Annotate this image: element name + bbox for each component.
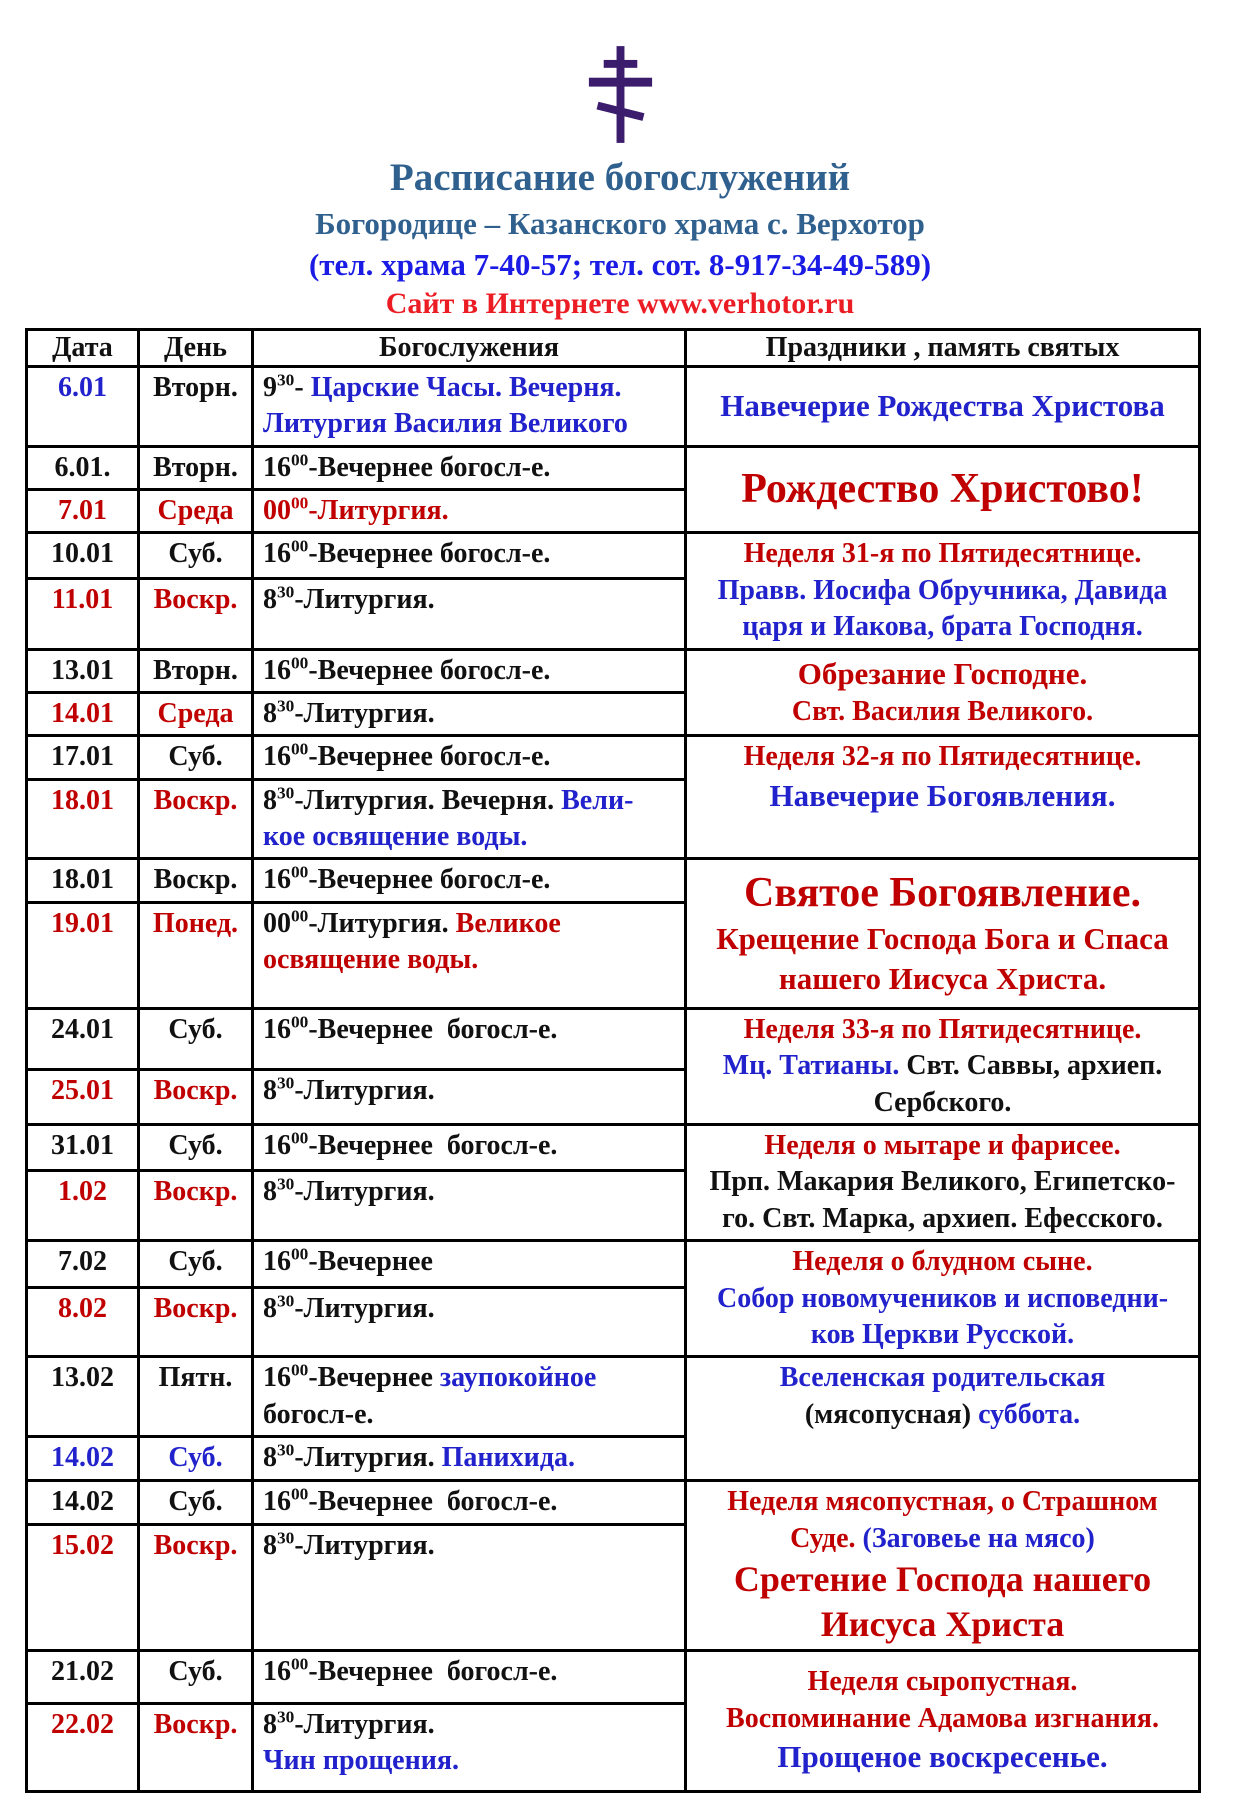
- day-value: Воскр.: [153, 864, 238, 896]
- text-segment: -Вечернее богосл-е.: [308, 451, 551, 483]
- day-value: Воскр.: [153, 584, 238, 616]
- holiday-cell: [686, 366, 1200, 446]
- text-segment: 16: [263, 654, 291, 686]
- text-segment: 16: [263, 741, 291, 773]
- text-segment: Навечерие Богоявления.: [769, 777, 1116, 813]
- text-segment: Сретение Господа нашего: [733, 1558, 1152, 1599]
- date-value: 14.02: [51, 1442, 114, 1474]
- text-segment: (Заговеье на мясо): [862, 1522, 1095, 1554]
- date-cell: [27, 1008, 139, 1069]
- text-segment: -Литургия.: [294, 697, 435, 729]
- holiday-cell: [686, 1125, 1200, 1241]
- date-value: 1.02: [58, 1176, 107, 1208]
- date-value: 13.02: [51, 1362, 114, 1394]
- day-cell: [139, 1703, 253, 1791]
- text-segment: го. Свт. Марка, архиеп. Ефесского.: [722, 1202, 1163, 1234]
- day-value: Воскр.: [153, 1708, 238, 1740]
- date-value: 10.01: [51, 538, 114, 570]
- holiday-line: [691, 959, 1194, 999]
- text-segment: кое освящение воды.: [263, 821, 528, 853]
- text-segment: Вселенская родительская: [779, 1362, 1106, 1394]
- date-value: 22.02: [51, 1708, 114, 1740]
- date-cell: [27, 446, 139, 489]
- text-segment: 00: [263, 494, 291, 526]
- text-segment: -Вечернее: [308, 1362, 440, 1394]
- holiday-line: [691, 1360, 1194, 1396]
- services-cell: [253, 859, 686, 902]
- schedule-table: [25, 328, 1201, 1793]
- text-segment: 8: [263, 1293, 277, 1325]
- text-segment: -Литургия.: [294, 1075, 435, 1107]
- holiday-line: [691, 1521, 1194, 1557]
- date-cell: [27, 859, 139, 902]
- day-cell: [139, 1650, 253, 1703]
- day-cell: [139, 1125, 253, 1171]
- text-segment: -Вечернее богосл-е.: [308, 864, 551, 896]
- text-segment: Неделя 32-я по Пятидесятнице.: [743, 741, 1142, 773]
- date-cell: [27, 692, 139, 735]
- text-segment: 8: [263, 1442, 277, 1474]
- holiday-line: [691, 1701, 1194, 1737]
- text-segment: -Литургия. Вечерня.: [294, 784, 562, 816]
- date-value: 25.01: [51, 1075, 114, 1107]
- text-segment: -: [294, 371, 311, 403]
- date-cell: [27, 1650, 139, 1703]
- date-value: 6.01: [58, 371, 107, 403]
- day-cell: [139, 779, 253, 859]
- day-value: Воскр.: [153, 784, 238, 816]
- holiday-cell: [686, 1357, 1200, 1481]
- orthodox-cross-icon: [0, 40, 1240, 152]
- table-row: [27, 1481, 1200, 1525]
- day-value: Вторн.: [153, 654, 238, 686]
- text-segment: освящение воды.: [263, 944, 479, 976]
- document-header: [0, 0, 1240, 322]
- day-value: Суб.: [168, 1655, 223, 1687]
- text-segment: -Литургия.: [294, 1708, 435, 1740]
- page-title: Расписание богослужений: [389, 156, 851, 199]
- text-segment: 16: [263, 1013, 291, 1045]
- text-segment: Воспоминание Адамова изгнания.: [726, 1702, 1159, 1734]
- text-segment: 00: [291, 1654, 309, 1674]
- holiday-cell: [686, 533, 1200, 649]
- holiday-line: [691, 1397, 1194, 1433]
- table-row: [27, 1241, 1200, 1288]
- text-segment: 8: [263, 1529, 277, 1561]
- text-segment: Панихида.: [441, 1442, 575, 1474]
- text-segment: 30: [277, 1707, 295, 1727]
- text-segment: суббота.: [978, 1398, 1081, 1430]
- text-segment: 00: [291, 1128, 309, 1148]
- holiday-cell: [686, 446, 1200, 533]
- table-row: [27, 1650, 1200, 1703]
- text-segment: 00: [291, 1244, 309, 1264]
- text-segment: Свт. Саввы, архиеп.: [899, 1050, 1163, 1082]
- date-cell: [27, 1703, 139, 1791]
- holiday-line: [691, 1317, 1194, 1353]
- text-segment: 8: [263, 784, 277, 816]
- date-value: 31.01: [51, 1130, 114, 1162]
- table-row: [27, 1357, 1200, 1437]
- text-segment: Великое: [455, 907, 561, 939]
- holiday-line: [691, 1201, 1194, 1237]
- day-cell: [139, 649, 253, 692]
- schedule-table-body: [27, 366, 1200, 1791]
- date-value: 18.01: [51, 864, 114, 896]
- text-segment: заупокойное: [439, 1362, 597, 1394]
- date-cell: [27, 1171, 139, 1241]
- text-segment: -Литургия.: [294, 1529, 435, 1561]
- text-segment: -Вечернее: [308, 1246, 433, 1278]
- text-segment: Иисуса Христа: [820, 1603, 1065, 1644]
- holiday-cell: [686, 859, 1200, 1008]
- holiday-cell: [686, 1650, 1200, 1791]
- holiday-cell: [686, 649, 1200, 736]
- text-segment: Неделя о блудном сыне.: [792, 1246, 1093, 1278]
- column-header-services: Богослужения: [253, 329, 686, 366]
- text-segment: нашего Иисуса Христа.: [778, 960, 1107, 996]
- text-segment: (мясопусная): [804, 1398, 979, 1430]
- holiday-line: [691, 1244, 1194, 1280]
- text-segment: 00: [291, 450, 309, 470]
- day-cell: [139, 446, 253, 489]
- text-segment: 00: [263, 907, 291, 939]
- day-cell: [139, 1070, 253, 1125]
- services-cell: [253, 1437, 686, 1481]
- services-cell: [253, 1481, 686, 1525]
- text-segment: Вели-: [561, 784, 634, 816]
- text-segment: Святое Богоявление.: [744, 870, 1141, 917]
- date-cell: [27, 1437, 139, 1481]
- holiday-line: [691, 1085, 1194, 1121]
- date-value: 19.01: [51, 907, 114, 939]
- text-segment: богосл-е.: [263, 1398, 374, 1430]
- day-value: Суб.: [168, 1013, 223, 1045]
- table-row: [27, 446, 1200, 489]
- text-segment: Неделя сыропустная.: [807, 1666, 1078, 1698]
- date-cell: [27, 736, 139, 779]
- phone-line: (тел. храма 7-40-57; тел. сот. 8-917-34-49-589): [308, 246, 932, 282]
- day-value: Вторн.: [153, 371, 238, 403]
- text-segment: -Вечернее богосл-е.: [308, 1013, 558, 1045]
- text-segment: 00: [291, 493, 309, 513]
- date-cell: [27, 1288, 139, 1357]
- text-segment: Прп. Макария Великого, Египетско-: [709, 1166, 1176, 1198]
- date-value: 13.01: [51, 654, 114, 686]
- text-segment: 8: [263, 1075, 277, 1107]
- text-segment: Собор новомучеников и исповедни-: [716, 1282, 1169, 1314]
- table-row: [27, 736, 1200, 779]
- date-value: 11.01: [51, 584, 114, 616]
- holiday-line: [691, 1048, 1194, 1084]
- text-segment: ков Церкви Русской.: [810, 1318, 1075, 1350]
- services-cell: [253, 902, 686, 1008]
- header-row: [27, 329, 1200, 366]
- text-segment: 00: [291, 1012, 309, 1032]
- date-value: 8.02: [58, 1293, 107, 1325]
- text-segment: Прощеное воскресенье.: [777, 1739, 1108, 1775]
- text-segment: 00: [291, 1484, 309, 1504]
- day-cell: [139, 1241, 253, 1288]
- text-segment: -Литургия.: [308, 907, 456, 939]
- text-segment: 30: [277, 370, 295, 390]
- day-value: Среда: [157, 494, 234, 526]
- text-segment: 9: [263, 371, 277, 403]
- text-segment: 16: [263, 538, 291, 570]
- text-segment: 8: [263, 584, 277, 616]
- text-segment: Чин прощения.: [263, 1745, 459, 1777]
- day-value: Суб.: [168, 1246, 223, 1278]
- text-segment: -Вечернее богосл-е.: [308, 1130, 558, 1162]
- holiday-line: [691, 694, 1194, 730]
- text-segment: -Литургия.: [308, 494, 449, 526]
- day-cell: [139, 579, 253, 649]
- day-cell: [139, 859, 253, 902]
- day-cell: [139, 1008, 253, 1069]
- text-segment: 30: [277, 1528, 295, 1548]
- text-segment: 30: [277, 783, 295, 803]
- date-value: 18.01: [51, 784, 114, 816]
- text-segment: 8: [263, 1176, 277, 1208]
- services-cell: [253, 1008, 686, 1069]
- website-line: Сайт в Интернете www.verhotor.ru: [385, 286, 855, 320]
- text-segment: 16: [263, 1486, 291, 1518]
- services-cell: [253, 736, 686, 779]
- holiday-line: [691, 1737, 1194, 1777]
- date-cell: [27, 649, 139, 692]
- column-header-day: День: [139, 329, 253, 366]
- services-cell: [253, 1650, 686, 1703]
- text-segment: -Литургия.: [294, 1293, 435, 1325]
- text-segment: -Вечернее богосл-е.: [308, 741, 551, 773]
- date-cell: [27, 489, 139, 532]
- date-cell: [27, 1241, 139, 1288]
- services-cell: [253, 1703, 686, 1791]
- day-value: Суб.: [168, 741, 223, 773]
- text-segment: Суде.: [790, 1522, 863, 1554]
- holiday-cell: [686, 1008, 1200, 1124]
- text-segment: 00: [291, 863, 309, 883]
- day-cell: [139, 1288, 253, 1357]
- holiday-line: [691, 573, 1194, 609]
- date-value: 15.02: [51, 1529, 114, 1561]
- services-cell: [253, 533, 686, 579]
- services-cell: [253, 779, 686, 859]
- date-cell: [27, 533, 139, 579]
- holiday-line: [691, 464, 1194, 514]
- table-row: [27, 366, 1200, 446]
- text-segment: 16: [263, 1246, 291, 1278]
- date-cell: [27, 1357, 139, 1437]
- text-segment: 16: [263, 864, 291, 896]
- day-value: Вторн.: [153, 451, 238, 483]
- services-cell: [253, 1125, 686, 1171]
- holiday-cell: [686, 736, 1200, 859]
- date-value: 17.01: [51, 741, 114, 773]
- text-segment: -Вечернее богосл-е.: [308, 538, 551, 570]
- day-value: Суб.: [168, 1442, 223, 1474]
- text-segment: -Вечернее богосл-е.: [308, 654, 551, 686]
- text-segment: 00: [291, 653, 309, 673]
- text-segment: -Вечернее богосл-е.: [308, 1486, 558, 1518]
- date-value: 24.01: [51, 1013, 114, 1045]
- day-value: Воскр.: [153, 1529, 238, 1561]
- text-segment: -Литургия.: [294, 1176, 435, 1208]
- text-segment: Обрезание Господне.: [797, 656, 1088, 692]
- text-segment: 16: [263, 451, 291, 483]
- services-cell: [253, 1070, 686, 1125]
- holiday-line: [691, 1557, 1194, 1602]
- services-cell: [253, 366, 686, 446]
- holiday-line: [691, 609, 1194, 645]
- holiday-line: [691, 919, 1194, 959]
- date-value: 14.02: [51, 1486, 114, 1518]
- holiday-line: [691, 1281, 1194, 1317]
- text-segment: Сербского.: [873, 1086, 1012, 1118]
- text-segment: 16: [263, 1655, 291, 1687]
- services-cell: [253, 489, 686, 532]
- day-cell: [139, 692, 253, 735]
- text-segment: 00: [291, 906, 309, 926]
- services-cell: [253, 1241, 686, 1288]
- text-segment: 30: [277, 696, 295, 716]
- holiday-line: [691, 1128, 1194, 1164]
- holiday-line: [691, 386, 1194, 426]
- text-segment: 30: [277, 1291, 295, 1311]
- text-segment: -Литургия.: [294, 1442, 442, 1474]
- table-row: [27, 1125, 1200, 1171]
- holiday-line: [691, 1484, 1194, 1520]
- holiday-cell: [686, 1241, 1200, 1357]
- text-segment: Литургия Василия Великого: [263, 408, 628, 440]
- text-segment: царя и Иакова, брата Господня.: [742, 611, 1143, 643]
- date-cell: [27, 1481, 139, 1525]
- text-segment: Неделя мясопустная, о Страшном: [727, 1486, 1158, 1518]
- holiday-line: [691, 1602, 1194, 1647]
- holiday-line: [691, 1012, 1194, 1048]
- text-segment: Неделя 31-я по Пятидесятнице.: [743, 538, 1142, 570]
- text-segment: Неделя 33-я по Пятидесятнице.: [743, 1013, 1142, 1045]
- text-segment: 30: [277, 1073, 295, 1093]
- text-segment: 30: [277, 1440, 295, 1460]
- day-cell: [139, 1171, 253, 1241]
- table-row: [27, 533, 1200, 579]
- text-segment: Неделя о мытаре и фарисее.: [764, 1130, 1121, 1162]
- services-cell: [253, 649, 686, 692]
- text-segment: Рождество Христово!: [741, 466, 1144, 513]
- date-value: 21.02: [51, 1655, 114, 1687]
- day-cell: [139, 489, 253, 532]
- church-name: Богородице – Казанского храма с. Верхотор: [315, 205, 925, 241]
- date-value: 6.01.: [54, 451, 111, 483]
- holiday-line: [691, 776, 1194, 816]
- text-segment: Свт. Василия Великого.: [791, 696, 1094, 728]
- day-value: Воскр.: [153, 1293, 238, 1325]
- holiday-cell: [686, 1481, 1200, 1651]
- table-row: [27, 649, 1200, 692]
- date-cell: [27, 902, 139, 1008]
- column-header-date: Дата: [27, 329, 139, 366]
- date-cell: [27, 779, 139, 859]
- day-cell: [139, 1357, 253, 1437]
- date-cell: [27, 579, 139, 649]
- holiday-line: [691, 1164, 1194, 1200]
- day-value: Суб.: [168, 1486, 223, 1518]
- services-cell: [253, 1357, 686, 1437]
- day-value: Среда: [157, 697, 234, 729]
- services-cell: [253, 1524, 686, 1650]
- date-cell: [27, 366, 139, 446]
- table-row: [27, 859, 1200, 902]
- text-segment: -Вечернее богосл-е.: [308, 1655, 558, 1687]
- day-cell: [139, 533, 253, 579]
- text-segment: Мц. Татианы.: [722, 1050, 900, 1082]
- date-value: 7.02: [58, 1246, 107, 1278]
- text-segment: 00: [291, 1361, 309, 1381]
- holiday-line: [691, 654, 1194, 694]
- date-cell: [27, 1524, 139, 1650]
- date-value: 14.01: [51, 697, 114, 729]
- text-segment: 16: [263, 1130, 291, 1162]
- text-segment: Царские Часы. Вечерня.: [310, 371, 622, 403]
- day-cell: [139, 1481, 253, 1525]
- text-segment: 30: [277, 583, 295, 603]
- services-cell: [253, 579, 686, 649]
- text-segment: 00: [291, 739, 309, 759]
- date-cell: [27, 1070, 139, 1125]
- schedule-table-header: [27, 329, 1200, 366]
- day-value: Воскр.: [153, 1176, 238, 1208]
- text-segment: Навечерие Рождества Христова: [720, 388, 1165, 424]
- holiday-line: [691, 536, 1194, 572]
- column-header-holidays: Праздники , память святых: [686, 329, 1200, 366]
- services-cell: [253, 446, 686, 489]
- services-cell: [253, 1171, 686, 1241]
- day-value: Воскр.: [153, 1075, 238, 1107]
- table-row: [27, 1008, 1200, 1069]
- services-cell: [253, 692, 686, 735]
- text-segment: 8: [263, 1708, 277, 1740]
- day-value: Понед.: [152, 907, 239, 939]
- day-cell: [139, 366, 253, 446]
- day-value: Пятн.: [158, 1362, 233, 1394]
- date-value: 7.01: [58, 494, 107, 526]
- day-cell: [139, 736, 253, 779]
- day-value: Суб.: [168, 1130, 223, 1162]
- holiday-line: [691, 1664, 1194, 1700]
- text-segment: 30: [277, 1174, 295, 1194]
- text-segment: 16: [263, 1362, 291, 1394]
- day-cell: [139, 1437, 253, 1481]
- text-segment: 00: [291, 537, 309, 557]
- holiday-line: [691, 868, 1194, 918]
- text-segment: -Литургия.: [294, 584, 435, 616]
- holiday-line: [691, 739, 1194, 775]
- day-cell: [139, 1524, 253, 1650]
- day-value: Суб.: [168, 538, 223, 570]
- text-segment: 8: [263, 697, 277, 729]
- date-cell: [27, 1125, 139, 1171]
- services-cell: [253, 1288, 686, 1357]
- text-segment: Крещение Господа Бога и Спаса: [716, 920, 1169, 956]
- text-segment: Правв. Иосифа Обручника, Давида: [717, 574, 1168, 606]
- day-cell: [139, 902, 253, 1008]
